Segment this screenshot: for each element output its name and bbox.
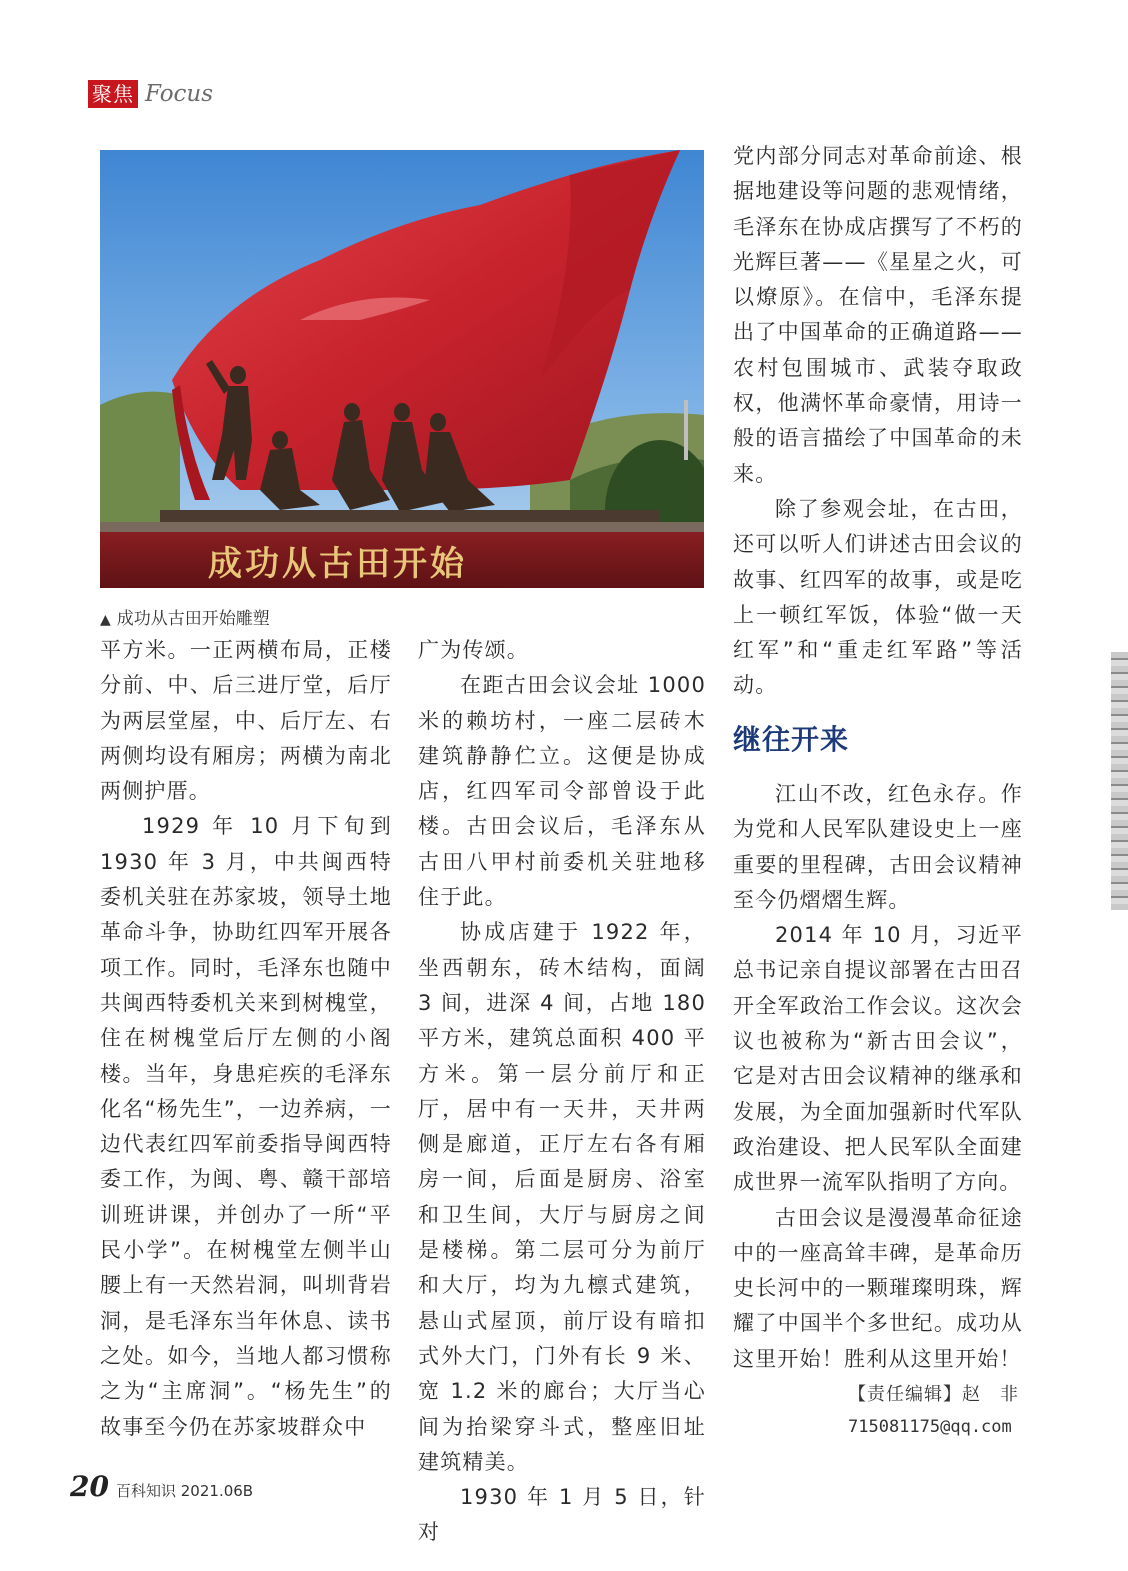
- editor-name: 赵 非: [962, 1384, 1019, 1405]
- text-column-3-top: [733, 139, 1023, 704]
- sculpture-photo: [100, 150, 704, 588]
- paragraph: 平方米。一正两横布局，正楼分前、中、后三进厅堂，后厅为两层堂屋，中、后厅左、右两侧均设有厢房；两横为南北两侧护厝。: [100, 638, 392, 804]
- text-column-3-bottom: [733, 777, 1023, 1377]
- sculpture-sign-text: 成功从古田开始: [208, 544, 467, 584]
- paragraph: 古田会议是漫漫革命征途中的一座高耸丰碑，是革命历史长河中的一颗璀璨明珠，辉耀了中国半个多世纪。成功从这里开始！胜利从这里开始！: [733, 1205, 1023, 1371]
- editor-label: 【责任编辑】: [848, 1384, 962, 1405]
- text-column-1: [100, 633, 392, 1445]
- section-header: [88, 80, 213, 108]
- paragraph: 党内部分同志对革命前途、根据地建设等问题的悲观情绪，毛泽东在协成店撰写了不朽的光辉巨著——《星星之火，可以燎原》。在信中，毛泽东提出了中国革命的正确道路——农村包围城市、武装夺取政权，他满怀革命豪情，用诗一般的语言描绘了中国革命的未来。: [733, 144, 1023, 486]
- adjacent-page-edge: [1111, 652, 1128, 910]
- sculpture-illustration: [100, 150, 704, 588]
- paragraph: 2014 年 10 月，习近平总书记亲自提议部署在古田召开全军政治工作会议。这次会议也被称为“新古田会议”，它是对古田会议精神的继承和发展，为全面加强新时代军队政治建设、把人民军队全面建成世界一流军队指明了方向。: [733, 923, 1023, 1195]
- section-badge: 聚焦: [88, 80, 138, 108]
- paragraph: 1929 年 10 月下旬到 1930 年 3 月，中共闽西特委机关驻在苏家坡，领导土地革命斗争，协助红四军开展各项工作。同时，毛泽东也随中共闽西特委机关来到树槐堂，住在树槐堂后厅左侧的小阁楼。当年，身患疟疾的毛泽东化名“杨先生”，一边养病，一边代表红四军前委指导闽西特委工作，为闽、粤、赣干部培训班讲课，并创办了一所“平民小学”。在树槐堂左侧半山腰上有一天然岩洞，叫圳背岩洞，是毛泽东当年休息、读书之处。如今，当地人都习惯称之为“主席洞”。“杨先生”的故事至今仍在苏家坡群众中: [100, 814, 392, 1439]
- paragraph: 江山不改，红色永存。作为党和人民军队建设史上一座重要的里程碑，古田会议精神至今仍熠熠生辉。: [733, 782, 1023, 912]
- photo-caption: [100, 604, 270, 629]
- journal-issue: 百科知识 2021.06B: [116, 1482, 254, 1500]
- paragraph: 除了参观会址，在古田，还可以听人们讲述古田会议的故事、红四军的故事，或是吃上一顿红军饭，体验“做一天红军”和“重走红军路”等活动。: [733, 496, 1023, 698]
- paragraph: 协成店建于 1922 年，坐西朝东，砖木结构，面阔 3 间，进深 4 间，占地 180 平方米，建筑总面积 400 平方米。第一层分前厅和正厅，居中有一天井，天井两侧是廊道，正厅左右各有厢房一间，后面是厨房、浴室和卫生间，大厅与厨房之间是楼梯。第二层可分为前厅和大厅，均为九檩式建筑，悬山式屋顶，前厅设有暗扣式外大门，门外有长 9 米、宽 1.2 米的廊台；大厅当心间为抬梁穿斗式，整座旧址建筑精美。: [418, 920, 706, 1474]
- paragraph: 在距古田会议会址 1000 米的赖坊村，一座二层砖木建筑静静伫立。这便是协成店，红四军司令部曾设于此楼。古田会议后，毛泽东从古田八甲村前委机关驻地移住于此。: [418, 673, 706, 910]
- page-number: 20: [70, 1470, 109, 1503]
- editor-credit: [848, 1380, 1019, 1406]
- caption-text: 成功从古田开始雕塑: [116, 609, 270, 629]
- section-heading: 继往开来: [733, 723, 850, 756]
- text-column-2: [418, 633, 706, 1551]
- editor-email: 715081175@qq.com: [848, 1417, 1012, 1437]
- paragraph: 1930 年 1 月 5 日，针对: [418, 1485, 706, 1545]
- section-label: Focus: [145, 81, 214, 107]
- caption-marker-icon: ▲: [100, 612, 111, 628]
- paragraph: 广为传颂。: [418, 638, 529, 662]
